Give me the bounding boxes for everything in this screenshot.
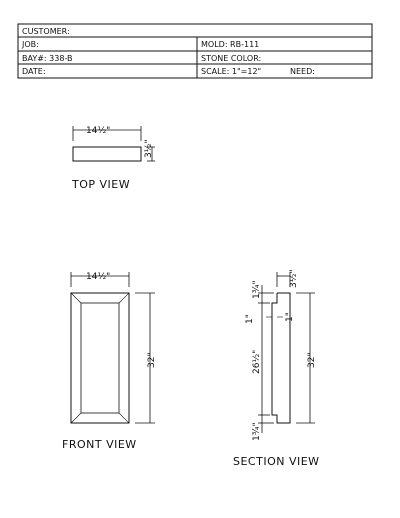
stone-color-field: STONE COLOR: [201,54,262,63]
customer-field: CUSTOMER: [22,27,70,36]
section-step-right-dim: 1" [285,312,295,322]
job-field: JOB: [22,40,39,49]
top-depth-dim: 3½" [144,139,154,158]
section-bottom-dim: 1¾" [252,422,262,441]
section-step-left-dim: 1" [245,314,255,324]
front-view-drawing [71,272,155,423]
front-height-dim: 32" [147,352,157,368]
top-width-dim: 14½" [86,126,111,136]
scale-field: SCALE: 1"=12" [201,67,262,76]
bay-field: BAY#: 338-B [22,54,73,63]
top-view-label: TOP VIEW [72,178,131,191]
need-field: NEED: [290,67,315,76]
section-mid-dim: 26½" [252,349,262,374]
section-view-label: SECTION VIEW [233,455,320,468]
section-depth-dim: 3½" [289,269,299,288]
mold-field: MOLD: RB-111 [201,40,260,49]
front-width-dim: 14½" [86,272,111,282]
section-top-dim: 1¾" [252,280,262,299]
section-height-dim: 32" [307,352,317,368]
date-field: DATE: [22,67,46,76]
front-view-label: FRONT VIEW [62,438,137,451]
title-block [18,24,372,78]
